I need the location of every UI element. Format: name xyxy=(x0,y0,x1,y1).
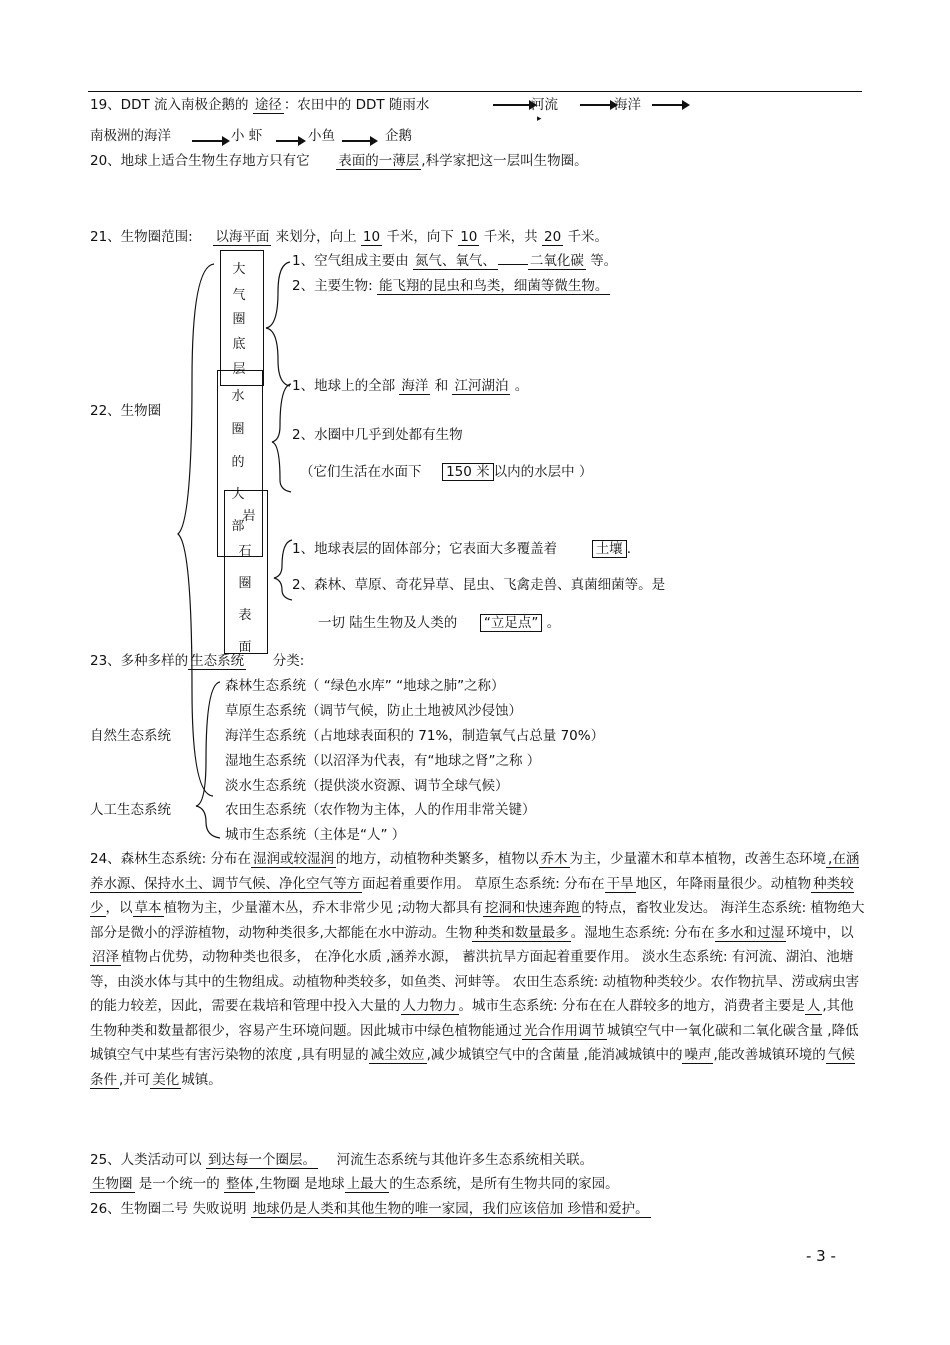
lit-char: 岩 xyxy=(242,509,256,524)
atm-char: 气 xyxy=(232,288,246,303)
q26-line: 26、生物圈二号 失败说明 地球仍是人类和其他生物的唯一家园，我们应该倍加 珍惜和爱护。 xyxy=(90,1201,649,1217)
lit-line1: 1、地球表层的固体部分；它表面大多覆盖着 土壤 . xyxy=(292,541,631,557)
q19-node-fish: 小鱼 xyxy=(308,128,335,144)
arrow-down-icon: ▸ xyxy=(537,114,542,124)
ecosystem-item: 草原生态系统（调节气候，防止土地被风沙侵蚀） xyxy=(225,703,522,719)
atm-char: 层 xyxy=(232,362,246,377)
q23-title: 23、多种多样的 生态系统 分类: xyxy=(90,653,305,669)
ecosystem-item: 农田生态系统（农作物为主体，人的作用非常关键） xyxy=(225,802,536,818)
q19-node-ocean: 海洋 xyxy=(614,97,641,113)
ecosystem-item: 海洋生态系统（占地球表面积的 71%，制造氧气占总量 70%） xyxy=(225,728,605,744)
hyd-line2: 2、水圈中几乎到处都有生物 xyxy=(292,427,463,443)
ecosystem-item: 湿地生态系统（以沼泽为代表，有“地球之肾”之称 ） xyxy=(225,753,541,769)
lit-char: 面 xyxy=(238,640,252,655)
hyd-char: 的 xyxy=(231,455,245,470)
lit-char: 表 xyxy=(238,608,252,623)
lit-char: 石 xyxy=(238,544,252,559)
q25-line2: 生物圈 是一个统一的 整体 ,生物圈 是地球 上最大 的生态系统，是所有生物共同的家园。 xyxy=(92,1176,619,1192)
hyd-line1: 1、地球上的全部 海洋 和 江河湖泊 。 xyxy=(292,378,529,394)
hyd-char: 大 xyxy=(231,487,245,502)
ecosystem-item: 淡水生态系统（提供淡水资源、调节全球气候） xyxy=(225,778,509,794)
lit-char: 圈 xyxy=(238,576,252,591)
hyd-char: 水 xyxy=(231,389,245,404)
ecosystem-item: 城市生态系统（主体是“人” ） xyxy=(225,827,406,843)
q19-line1: 19、DDT 流入南极企鹅的 途径 ：农田中的 DDT 随雨水 xyxy=(90,97,430,113)
q22-label: 22、生物圈 xyxy=(90,403,162,419)
q21-line: 21、生物圈范围: 以海平面 来划分，向上 10 千米，向下 10 千米，共 20 千米。 xyxy=(90,229,608,245)
lit-line2: 2、森林、草原、奇花异草、昆虫、飞禽走兽、真菌细菌等。是 xyxy=(292,577,666,593)
q19-ocean-label: 南极洲的海洋 xyxy=(90,128,171,144)
q24-paragraph: 24、森林生态系统: 分布在 湿润或较湿润 的地方，动植物种类繁多，植物以 乔木 为主，少量灌木和草本植物，改善生态环境 ,在涵养水源、保持水土、调节气候、净化空气等方 面起着重要作用。 草原生态系统: 分布在 干旱 地区，年降雨量很少。动植物 种类较少 ，以 草本 植物为主，少量灌木丛，乔木非常少见 ;动物大都具有 挖洞和快速奔跑 的特点，畜牧业发达。 海洋生态系统: 植物绝大部分是微小的浮游植物，动物种类很多,大都能在水中游动。生物 种类和数量最多 。湿地生态系统: 分布在 多水和过湿 环境中，以沼泽 植物占优势，动物种类也很多， 在净化水质 ,涵养水源， 蓄洪抗旱方面起着重要作用。 淡水生态系统: 有河流、湖泊、池塘等，由淡水体与其中的生物组成。动植物种类较多，如鱼类、河蚌等。 农田生态系统: 动植物种类较少。农作物抗旱、涝或病虫害的能力较差，因此，需要在栽培和管理中投入大量的 人力物力 。城市生态系统: 分布在在人群较多的地方，消费者主要是 人 ,其他生物种类和数量都很少，容易产生环境问题。因此城市中绿色植物能通过 光合作用调节 城镇空气中一氧化碳和二氧化碳含量 ,降低城镇空气中某些有害污染物的浓度 ,具有明显的 减尘效应 ,减少城镇空气中的含菌量 ,能消减城镇中的 噪声 ,能改善城镇环境的 气候条件 ,并可 美化 城镇。 xyxy=(90,851,865,1088)
hyd-char: 部 xyxy=(231,519,245,534)
q19-node-river: 河流 xyxy=(531,97,558,113)
atm-line2: 2、主要生物: 能飞翔的昆虫和鸟类，细菌等微生物。 xyxy=(292,278,609,294)
q19-node-shrimp: 小 虾 xyxy=(231,128,263,144)
q19-node-penguin: 企鹅 xyxy=(385,128,412,144)
natural-ecosystem-label: 自然生态系统 xyxy=(90,728,171,744)
hyd-char: 圈 xyxy=(231,422,245,437)
atm-char: 大 xyxy=(232,262,246,277)
page-number: - 3 - xyxy=(806,1247,836,1265)
atm-char: 底 xyxy=(232,337,246,352)
q20-line: 20、地球上适合生物生存地方只有它 表面的一薄层 ,科学家把这一层叫生物圈。 xyxy=(90,153,588,169)
ecosystem-item: 森林生态系统（ “绿色水库” “地球之肺”之称） xyxy=(225,678,505,694)
hyd-line3: （它们生活在水面下 150 米 以内的水层中 ） xyxy=(300,464,593,480)
artificial-ecosystem-label: 人工生态系统 xyxy=(90,802,171,818)
lit-line3: 一切 陆生生物及人类的 “立足点” 。 xyxy=(318,615,561,631)
atm-line1: 1、空气组成主要由 氮气、氧气、 二氧化碳 等。 xyxy=(292,253,618,269)
atm-char: 圈 xyxy=(232,312,246,327)
q25-line1: 25、人类活动可以 到达每一个圈层。 河流生态系统与其他许多生态系统相关联。 xyxy=(90,1152,594,1168)
